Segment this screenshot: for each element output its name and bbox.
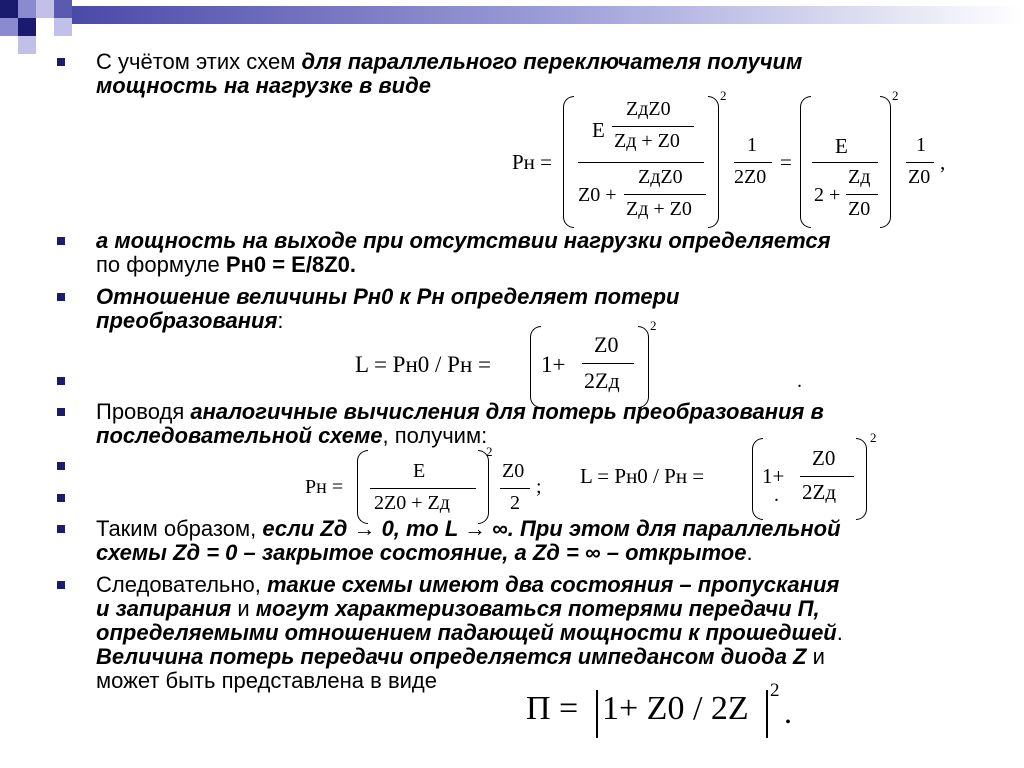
f1-eq: =: [780, 150, 792, 174]
f5-abs-left: [596, 690, 598, 738]
bullet-2-line1-emph: а мощность на выходе при отсутствии нагрузки определяется: [96, 228, 831, 253]
bullet-2-line2-plain: по формуле: [96, 252, 226, 277]
f4-lhs: L = Pн0 / Pн =: [580, 464, 705, 488]
f3-num: E: [413, 460, 426, 482]
bullet-1-line1-plain: С учётом этих схем: [96, 49, 302, 74]
f1-two-plus: 2 +: [814, 184, 841, 206]
bullet-6-line2-emph-b: могут характеризоваться потерями передачи П,: [255, 596, 820, 621]
bullet-4-line2-plain: , получим:: [382, 423, 488, 448]
f1-E2: E: [835, 134, 848, 158]
bullet-3-line2-plain: :: [277, 308, 284, 333]
bullet-4-line1-emph: аналогичные вычисления для потерь преобразования в: [190, 399, 824, 424]
f1-z0b: Z0: [908, 166, 931, 188]
f4-den: 2Zд: [802, 480, 837, 504]
f3-den: 2Z0 + Zд: [374, 492, 450, 514]
f4-dot: .: [774, 484, 779, 506]
f1-den-top: Zд + Z0: [614, 130, 680, 152]
f5-abs-right: [766, 690, 768, 738]
f4-one-plus: 1+: [762, 464, 785, 488]
f2-den: 2Zд: [584, 368, 620, 393]
f2-lhs: L = Pн0 / Pн =: [355, 352, 491, 377]
f2-one-plus: 1+: [541, 352, 566, 377]
f2-sq: 2: [650, 318, 657, 333]
f1-one: 1: [747, 134, 757, 156]
bullet-5-line2-plain: .: [746, 540, 753, 565]
f3-lhs: Pн =: [305, 476, 344, 498]
bullet-6-line5-plain: может быть представлена в виде: [96, 668, 437, 693]
bullet-6-line3-plain: .: [836, 620, 843, 645]
f1-comma: ,: [940, 150, 946, 174]
f1-2z0: 2Z0: [734, 166, 767, 188]
f1-lhs: Pн =: [512, 150, 553, 174]
bullet-6-line2-emph-a: и запирания: [96, 596, 232, 621]
bullet-3-line1-emph: Отношение величины Pн0 к Pн определяет потери: [96, 284, 680, 309]
bullet-6-line4-emph: Величина потерь передачи определяется импедансом диода Z: [96, 644, 807, 669]
bullet-6-line2-plain: и: [231, 596, 256, 621]
f3-fnum: Z0: [502, 460, 525, 482]
bullet-4-line1-plain: Проводя: [96, 399, 191, 424]
bullet-1-line2-emph: мощность на нагрузке в виде: [96, 73, 431, 98]
bullet-2-line2-bold: Pн0 = Е/8Z0.: [225, 252, 356, 277]
f1-sq: 2: [720, 88, 727, 103]
f1-zd: Zд: [848, 166, 871, 188]
f1-den-left: Z0 +: [578, 184, 617, 206]
f2-dot: .: [797, 370, 802, 392]
f1-one2: 1: [916, 134, 926, 156]
f1-z0: Z0: [848, 198, 871, 220]
bullet-1-line1-emph: для параллельного переключателя получим: [301, 49, 803, 74]
f3-fden: 2: [510, 492, 520, 514]
f3-semi: ;: [536, 476, 542, 498]
bullet-3-line2-emph: преобразования: [96, 308, 278, 333]
f5-lhs: П =: [526, 690, 579, 727]
f4-sq: 2: [870, 430, 877, 445]
bullet-6-line3-emph: определяемыми отношением падающей мощности к прошедшей: [96, 620, 837, 645]
bullet-5-line1-plain: Таким образом,: [96, 516, 263, 541]
f1-den-den: Zд + Z0: [626, 198, 692, 220]
bullet-4-line2-emph: последовательной схеме: [96, 423, 383, 448]
bullet-6-line4-plain: и: [806, 644, 825, 669]
bullet-5-line2-emph: схемы Zд = 0 – закрытое состояние, а Zд = ∞ – открытое: [96, 540, 747, 565]
f3-sq: 2: [486, 444, 493, 459]
f1-E: E: [592, 118, 605, 142]
bullet-5-line1-emph: если Zд → 0, то L → ∞. При этом для параллельной: [262, 516, 841, 541]
f1-num-top: ZдZ0: [626, 98, 671, 120]
f2-num: Z0: [594, 332, 619, 357]
f1-den-num: ZдZ0: [638, 166, 683, 188]
f5-body: 1+ Z0 / 2Z: [602, 690, 749, 727]
bullet-6-line1-plain: Следовательно,: [96, 572, 267, 597]
bullet-6-line1-emph: такие схемы имеют два состояния – пропускания: [266, 572, 840, 597]
f5-dot: .: [784, 694, 792, 730]
f1-sq2: 2: [892, 88, 899, 103]
f5-sq: 2: [770, 680, 780, 701]
f4-num: Z0: [812, 446, 836, 470]
